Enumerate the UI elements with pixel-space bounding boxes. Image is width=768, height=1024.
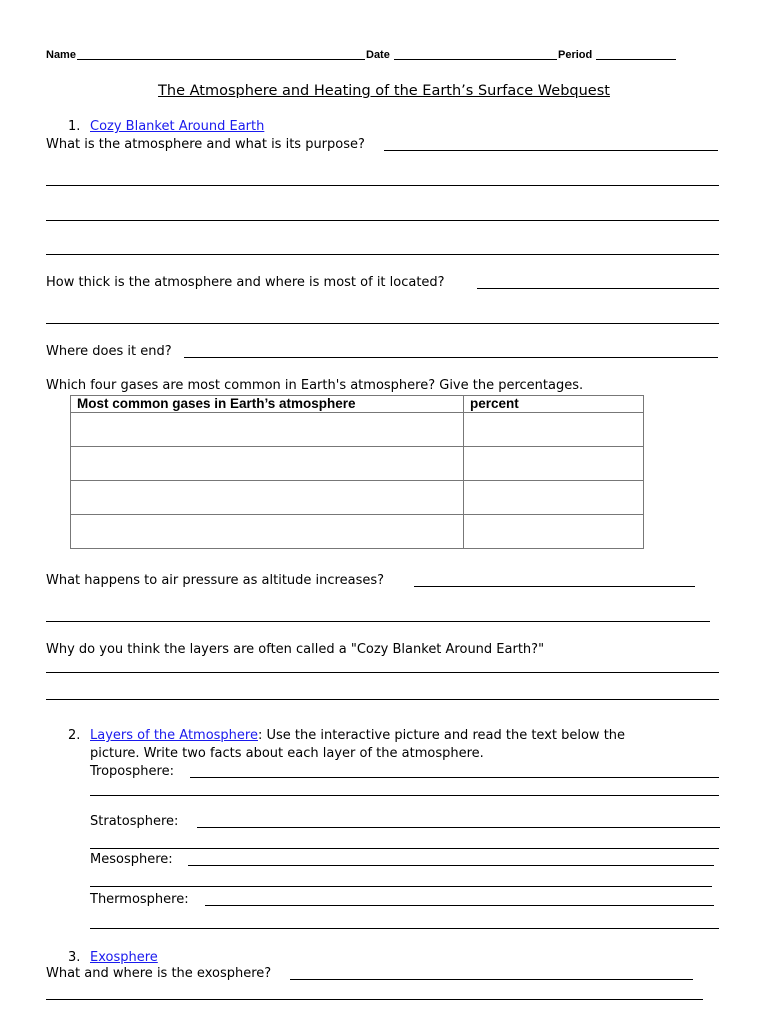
answer-line[interactable] [205,905,714,906]
period-blank[interactable] [596,59,676,60]
answer-line[interactable] [46,323,719,324]
answer-line[interactable] [384,150,718,151]
name-blank[interactable] [77,59,365,60]
section1-number: 1. [68,119,81,134]
layer-label-thermosphere: Thermosphere: [90,892,189,907]
answer-line[interactable] [46,185,719,186]
gases-table [70,395,644,549]
answer-line[interactable] [184,357,718,358]
table-header-row [71,396,644,413]
link-layers[interactable]: Layers of the Atmosphere [90,728,258,743]
table-header-percent: percent [464,396,644,413]
period-label: Period [558,49,593,61]
percent-cell[interactable] [464,515,644,549]
question-cozy-blanket: Why do you think the layers are often called a "Cozy Blanket Around Earth?" [46,642,545,657]
answer-line[interactable] [414,586,695,587]
section2-instructions-line1 [90,728,625,743]
question-gases: Which four gases are most common in Earth's atmosphere? Give the percentages. [46,378,584,393]
name-label: Name [46,49,76,61]
answer-line[interactable] [188,865,714,866]
page-title: The Atmosphere and Heating of the Earth’s Surface Webquest [158,83,610,99]
question-air-pressure: What happens to air pressure as altitude increases? [46,573,385,588]
question-atmosphere-purpose: What is the atmosphere and what is its purpose? [46,137,365,152]
answer-line[interactable] [46,220,719,221]
percent-cell[interactable] [464,447,644,481]
answer-line[interactable] [290,979,693,980]
answer-line[interactable] [90,848,719,849]
table-row [71,481,644,515]
table-header-gas: Most common gases in Earth’s atmosphere [71,396,464,413]
gas-cell[interactable] [71,481,464,515]
layer-label-troposphere: Troposphere: [90,764,174,779]
percent-cell[interactable] [464,413,644,447]
layer-label-mesosphere: Mesosphere: [90,852,173,867]
answer-line[interactable] [90,795,719,796]
table-row [71,447,644,481]
answer-line[interactable] [197,827,720,828]
percent-cell[interactable] [464,481,644,515]
date-blank[interactable] [394,59,557,60]
section2-number: 2. [68,728,81,743]
layer-label-stratosphere: Stratosphere: [90,814,179,829]
question-thickness: How thick is the atmosphere and where is most of it located? [46,275,445,290]
answer-line[interactable] [46,999,703,1000]
question-exosphere: What and where is the exosphere? [46,966,272,981]
answer-line[interactable] [190,777,719,778]
section3-number: 3. [68,950,81,965]
answer-line[interactable] [46,621,710,622]
answer-line[interactable] [90,928,719,929]
link-exosphere[interactable]: Exosphere [90,950,158,965]
section2-instructions-text: : Use the interactive picture and read the text below the [257,728,626,743]
gas-cell[interactable] [71,413,464,447]
answer-line[interactable] [46,672,719,673]
answer-line[interactable] [46,699,719,700]
table-row [71,413,644,447]
gas-cell[interactable] [71,515,464,549]
section2-instructions-line2: picture. Write two facts about each layer of the atmosphere. [90,746,484,761]
answer-line[interactable] [46,254,719,255]
gas-cell[interactable] [71,447,464,481]
link-cozy-blanket[interactable]: Cozy Blanket Around Earth [90,119,265,134]
table-row [71,515,644,549]
date-label: Date [366,49,390,61]
answer-line[interactable] [477,288,719,289]
answer-line[interactable] [90,886,712,887]
question-end: Where does it end? [46,344,172,359]
